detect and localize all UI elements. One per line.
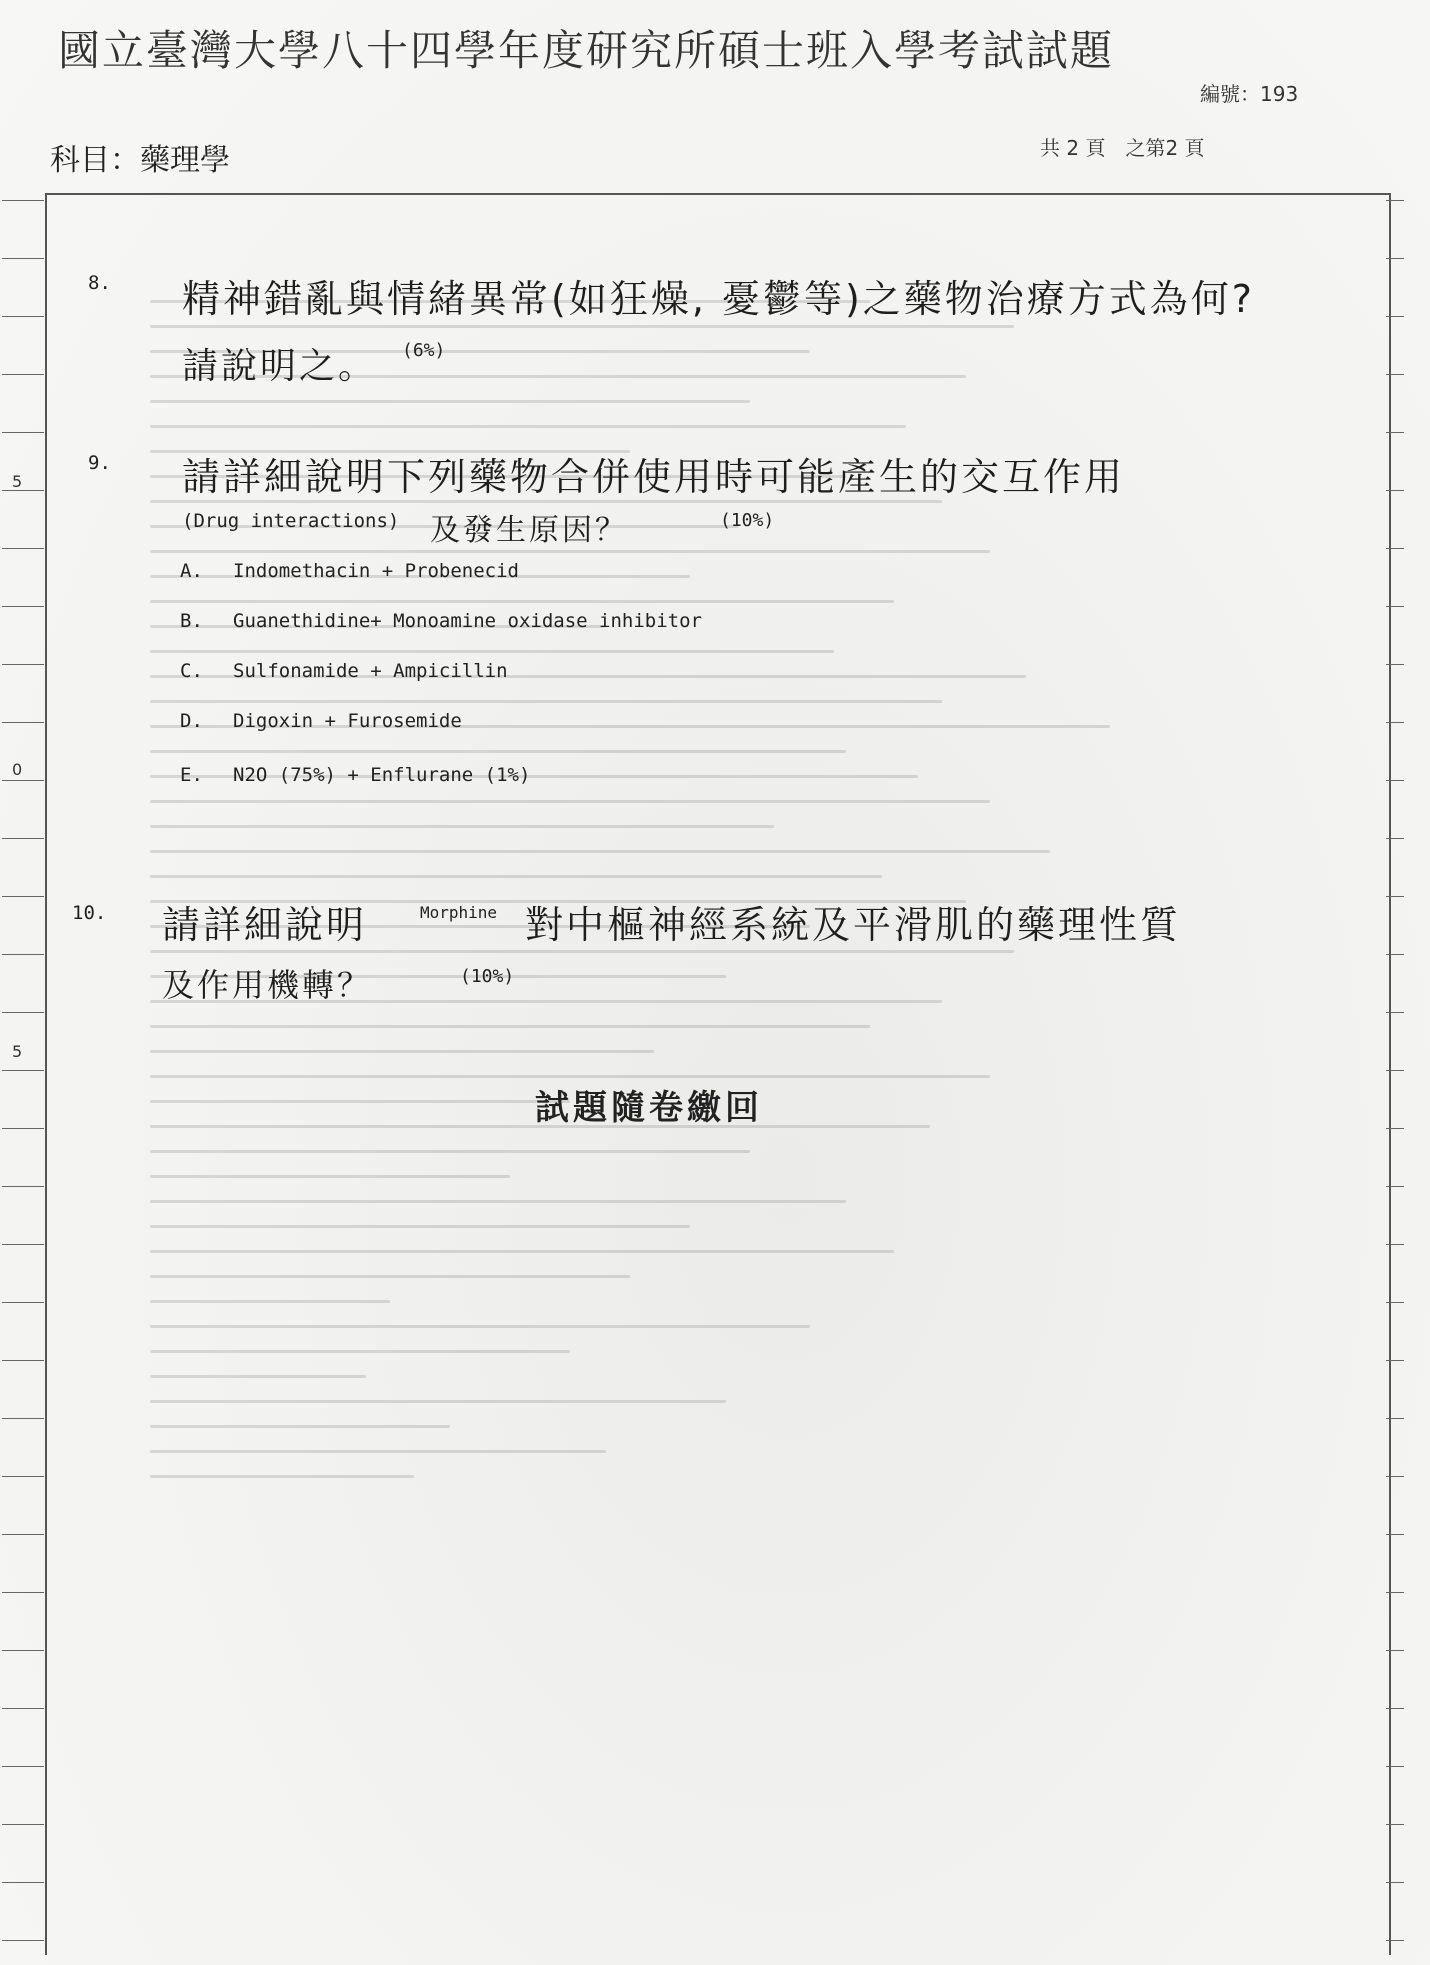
item-d-letter: D. bbox=[180, 710, 203, 732]
question-9-term: (Drug interactions) bbox=[182, 510, 400, 532]
item-d-text: Digoxin + Furosemide bbox=[233, 710, 462, 732]
question-10-text-b: 對中樞神經系統及平滑肌的藥理性質 bbox=[525, 903, 1182, 947]
margin-number: 0 bbox=[12, 760, 23, 779]
question-9-text: 請詳細說明下列藥物合併使用時可能產生的交互作用 bbox=[182, 455, 1126, 499]
item-a-text: Indomethacin + Probenecid bbox=[233, 560, 519, 582]
item-c-text: Sulfonamide + Ampicillin bbox=[233, 660, 508, 682]
question-9-number: 9. bbox=[88, 452, 111, 474]
question-10-text-line2: 及作用機轉？ bbox=[162, 966, 373, 1004]
item-c-letter: C. bbox=[180, 660, 203, 682]
question-8-text-line2: 請說明之。 bbox=[182, 346, 378, 387]
question-8-text: 精神錯亂與情緒異常(如狂燥, 憂鬱等)之藥物治療方式為何? bbox=[182, 277, 1255, 321]
item-b-text: Guanethidine+ Monoamine oxidase inhibitor bbox=[233, 610, 702, 632]
question-10-text-a: 請詳細說明 bbox=[162, 903, 368, 947]
exam-title: 國立臺灣大學八十四學年度研究所碩士班入學考試試題 bbox=[58, 26, 1115, 75]
margin-number: 5 bbox=[12, 472, 23, 491]
item-e-letter: E. bbox=[180, 764, 203, 786]
exam-subject: 科目：藥理學 bbox=[50, 143, 230, 178]
question-9-points: (10%) bbox=[720, 510, 775, 531]
question-10-number: 10. bbox=[72, 902, 107, 924]
question-10-drug-term: Morphine bbox=[420, 903, 498, 922]
margin-number: 5 bbox=[12, 1042, 23, 1061]
question-9-text-line2: 及發生原因？ bbox=[430, 513, 628, 548]
question-10-points: (10%) bbox=[460, 966, 515, 987]
item-e-text: N2O (75%) + Enflurane (1%) bbox=[233, 764, 531, 786]
page-count: 共 2 頁 之第2 頁 bbox=[1040, 136, 1205, 160]
question-8-number: 8. bbox=[88, 272, 111, 294]
item-a-letter: A. bbox=[180, 560, 203, 582]
exam-serial-number: 編號：193 bbox=[1200, 82, 1299, 106]
question-8-points: (6%) bbox=[402, 340, 446, 361]
return-instruction: 試題隨卷繳回 bbox=[535, 1088, 763, 1128]
item-b-letter: B. bbox=[180, 610, 203, 632]
